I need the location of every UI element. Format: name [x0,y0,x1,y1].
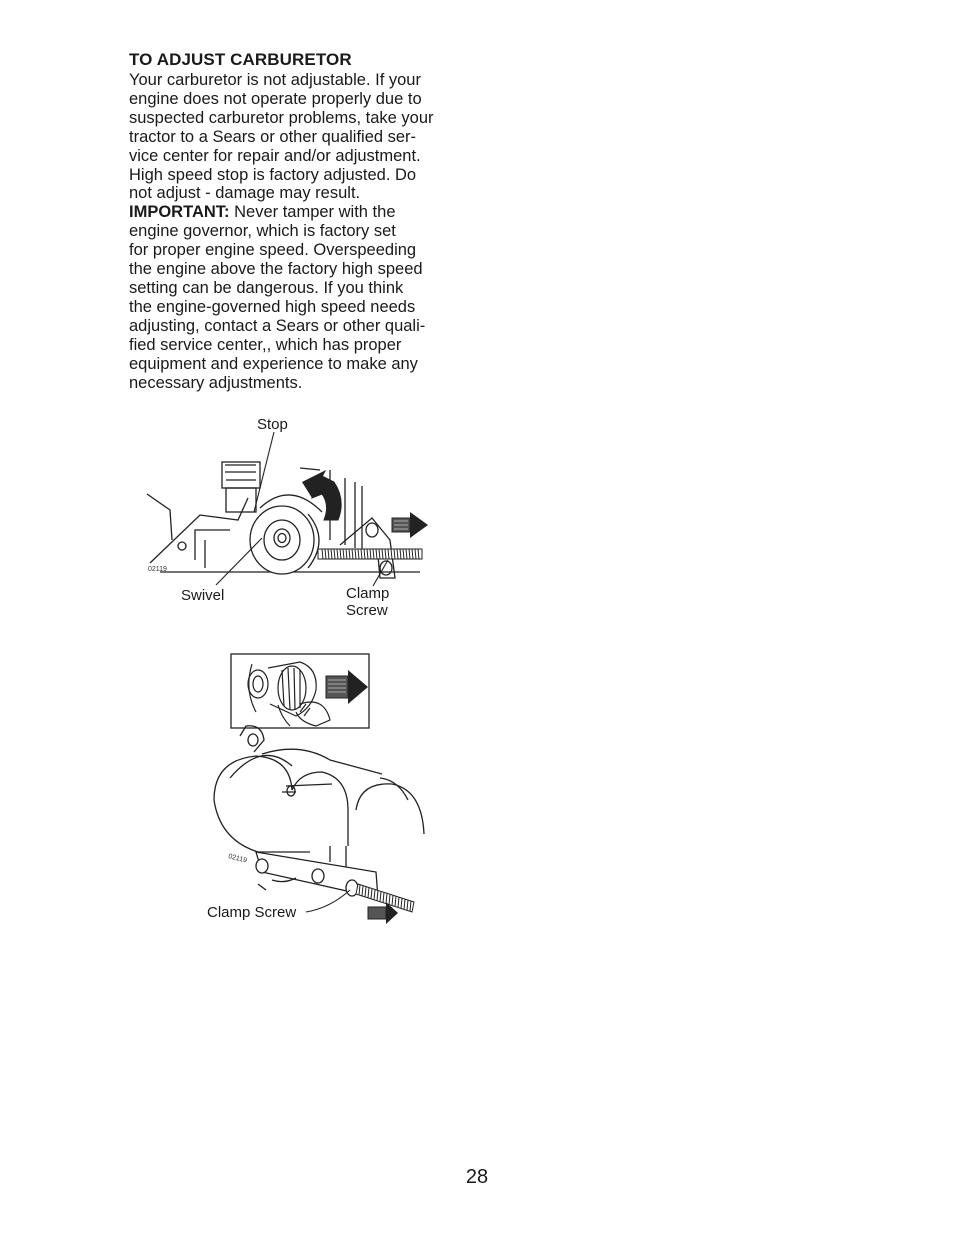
text-line: the engine above the factory high speed [129,260,423,279]
text-line: Your carburetor is not adjustable. If your [129,71,421,89]
section-heading: TO ADJUST CARBURETOR [129,50,352,69]
text-line: suspected carburetor problems, take your [129,108,434,127]
figure-code: 02119 [148,566,167,573]
text-line: tractor to a Sears or other qualified ser- [129,127,417,146]
label-clamp: Clamp [346,585,390,602]
text-line: vice center for repair and/or adjustment. [129,146,421,165]
important-label: IMPORTANT: [129,203,230,222]
label-stop: Stop [257,416,288,433]
label-clamp-screw: Clamp Screw [207,904,297,921]
text-line: engine governor, which is factory set [129,222,396,241]
text-line: engine does not operate properly due to [129,89,422,108]
text-line: not adjust - damage may result. [129,184,361,203]
text-line: adjusting, contact a Sears or other quali- [129,316,426,335]
important-text: Never tamper with the [229,203,396,222]
page-number: 28 [465,1166,489,1188]
text-line: fied service center,, which has proper [129,335,402,354]
figure-code: 02119 [227,853,248,865]
text-line: necessary adjustments. [129,373,303,392]
text-line: the engine-governed high speed needs [129,297,416,316]
text-line: for proper engine speed. Overspeeding [129,241,417,260]
label-swivel: Swivel [181,587,225,604]
text-line: High speed stop is factory adjusted. Do [129,165,417,184]
text-line: equipment and experience to make any [129,354,418,373]
text-line: setting can be dangerous. If you think [129,278,404,297]
label-screw: Screw [346,602,388,619]
